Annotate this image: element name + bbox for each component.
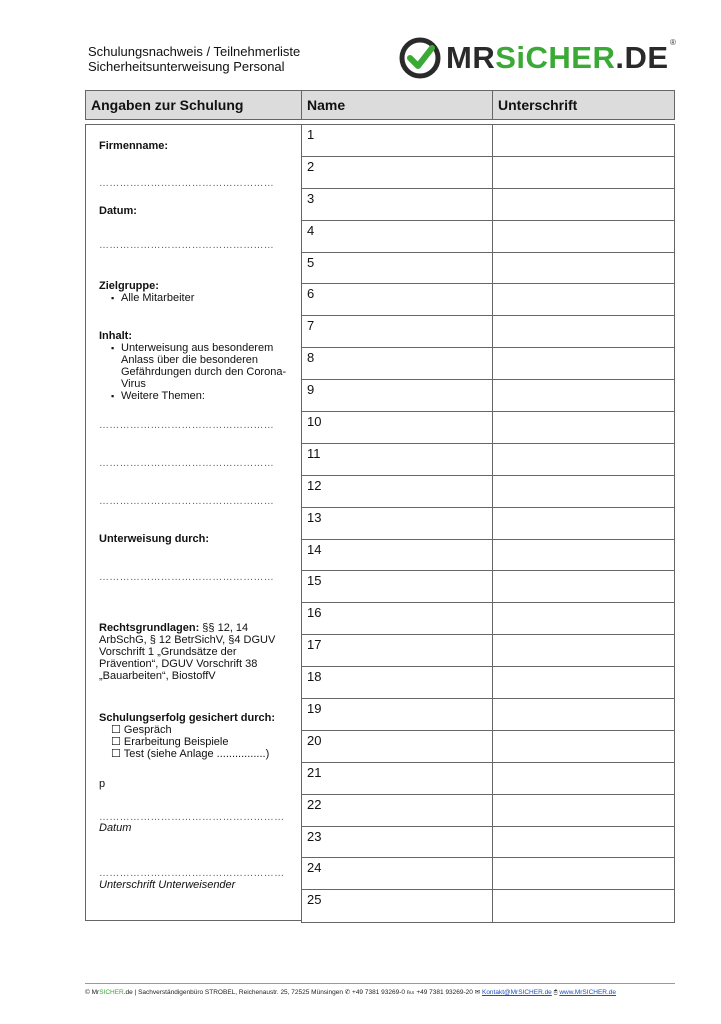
table-row	[302, 540, 674, 572]
footer-web-link[interactable]: www.MrSICHER.de	[559, 989, 617, 996]
table-row	[302, 858, 674, 890]
footer-brand: SICHER	[99, 989, 124, 996]
unterweisender-signature-label: Unterschrift Unterweisender	[99, 879, 236, 891]
signature-cell[interactable]	[493, 412, 674, 443]
table-row	[302, 348, 674, 380]
signature-cell[interactable]	[493, 348, 674, 379]
themen-field-2[interactable]: ……………………………………………	[99, 458, 275, 469]
datum-signature-line[interactable]: ………………………………………………	[99, 812, 285, 823]
signature-cell[interactable]	[493, 827, 674, 858]
footer-copyright: © Mr	[85, 989, 100, 996]
name-cell[interactable]: 15	[302, 571, 493, 602]
unterweisender-signature-line[interactable]: ………………………………………………	[99, 868, 285, 879]
name-cell[interactable]: 23	[302, 827, 493, 858]
table-row	[302, 125, 674, 157]
table-row	[302, 699, 674, 731]
table-header	[85, 90, 675, 120]
name-cell[interactable]: 20	[302, 731, 493, 762]
unterweisung-durch-field[interactable]: ……………………………………………	[99, 572, 275, 583]
document-title	[88, 44, 300, 74]
table-row	[302, 795, 674, 827]
footer	[85, 988, 685, 997]
datum-signature-label: Datum	[99, 822, 132, 834]
footer-divider	[85, 983, 675, 984]
datum-field[interactable]: ……………………………………………	[99, 240, 275, 251]
table-row	[302, 890, 674, 922]
name-cell[interactable]: 7	[302, 316, 493, 347]
signature-cell[interactable]	[493, 763, 674, 794]
checkbox-gespraech[interactable]: ☐ Gespräch	[111, 724, 172, 736]
signature-cell[interactable]	[493, 221, 674, 252]
table-row	[302, 571, 674, 603]
signature-cell[interactable]	[493, 189, 674, 220]
footer-email-link[interactable]: Kontakt@MrSICHER.de	[481, 989, 552, 996]
signature-cell[interactable]	[493, 444, 674, 475]
p-mark: p	[99, 778, 106, 790]
name-cell[interactable]: 1	[302, 125, 493, 156]
table-row	[302, 635, 674, 667]
signature-cell[interactable]	[493, 316, 674, 347]
signature-cell[interactable]	[493, 603, 674, 634]
checkbox-test[interactable]: ☐ Test (siehe Anlage ................)	[111, 748, 270, 760]
name-cell[interactable]: 17	[302, 635, 493, 666]
signature-cell[interactable]	[493, 635, 674, 666]
rechtsgrundlagen-text: §§ 12, 14 ArbSchG, § 12 BetrSichV, §4 DGUV Vorschrift 1 „Grundsätze der Prävention“, DGUV Vorschrift 38 „Bauarbeiten“, BiostoffV	[99, 622, 276, 682]
inhalt-block	[99, 330, 294, 402]
themen-field-1[interactable]: ……………………………………………	[99, 420, 275, 431]
signature-cell[interactable]	[493, 667, 674, 698]
name-cell[interactable]: 11	[302, 444, 493, 475]
name-cell[interactable]: 9	[302, 380, 493, 411]
signature-cell[interactable]	[493, 380, 674, 411]
signature-cell[interactable]	[493, 508, 674, 539]
schulungserfolg-block	[99, 712, 299, 760]
table-row	[302, 316, 674, 348]
zielgruppe-item: ▪ Alle Mitarbeiter	[113, 292, 289, 304]
mrsicher-logo	[398, 36, 678, 84]
table-row	[302, 763, 674, 795]
themen-field-3[interactable]: ……………………………………………	[99, 496, 275, 507]
name-cell[interactable]: 13	[302, 508, 493, 539]
name-cell[interactable]: 5	[302, 253, 493, 284]
header-name: Name	[302, 91, 493, 119]
name-cell[interactable]: 18	[302, 667, 493, 698]
globe-icon: 🖰	[551, 989, 560, 996]
signature-cell[interactable]	[493, 571, 674, 602]
name-cell[interactable]: 19	[302, 699, 493, 730]
zielgruppe-block	[99, 280, 289, 304]
name-cell[interactable]: 25	[302, 890, 493, 922]
footer-address: .de | Sachverständigenbüro STROBEL, Reichenaustr. 25, 72525 Münsingen ✆ +49 7381 93269-0 ℻ +49 7381 93269-20 ✉	[123, 989, 482, 996]
table-row	[302, 412, 674, 444]
table-row	[302, 603, 674, 635]
check-circle-icon	[398, 36, 442, 80]
signature-cell[interactable]	[493, 699, 674, 730]
table-row	[302, 667, 674, 699]
table-row	[302, 380, 674, 412]
table-row	[302, 827, 674, 859]
inhalt-item-corona: ▪ Unterweisung aus besonderem Anlass über die besonderen Gefährdungen durch den Corona-Virus	[113, 342, 294, 390]
table-row	[302, 189, 674, 221]
title-line-1: Schulungsnachweis / Teilnehmerliste	[88, 44, 301, 59]
zielgruppe-label: Zielgruppe:	[99, 280, 159, 292]
table-row	[302, 157, 674, 189]
signature-cell[interactable]	[493, 890, 674, 922]
inhalt-item-weitere: ▪ Weitere Themen:	[113, 390, 294, 402]
name-cell[interactable]: 6	[302, 284, 493, 315]
name-cell[interactable]: 14	[302, 540, 493, 571]
signature-cell[interactable]	[493, 157, 674, 188]
name-cell[interactable]: 24	[302, 858, 493, 889]
signature-cell[interactable]	[493, 476, 674, 507]
name-cell[interactable]: 8	[302, 348, 493, 379]
name-cell[interactable]: 10	[302, 412, 493, 443]
table-row	[302, 731, 674, 763]
firmenname-field[interactable]: ……………………………………………	[99, 178, 275, 189]
name-cell[interactable]: 4	[302, 221, 493, 252]
unterweisung-durch-label: Unterweisung durch:	[99, 533, 210, 545]
registered-mark: ®	[670, 38, 676, 47]
signature-cell[interactable]	[493, 125, 674, 156]
signature-cell[interactable]	[493, 284, 674, 315]
name-cell[interactable]: 21	[302, 763, 493, 794]
datum-label: Datum:	[99, 205, 137, 217]
table-row	[302, 444, 674, 476]
name-cell[interactable]: 3	[302, 189, 493, 220]
name-cell[interactable]: 12	[302, 476, 493, 507]
name-cell[interactable]: 2	[302, 157, 493, 188]
title-line-2: Sicherheitsunterweisung Personal	[88, 59, 285, 74]
table-row	[302, 221, 674, 253]
table-row	[302, 508, 674, 540]
participant-grid	[301, 124, 675, 923]
firmenname-label: Firmenname:	[99, 140, 169, 152]
header-info: Angaben zur Schulung	[86, 91, 302, 119]
name-cell[interactable]: 22	[302, 795, 493, 826]
rechtsgrundlagen-label: Rechtsgrundlagen:	[99, 622, 200, 634]
header-signature: Unterschrift	[498, 97, 578, 113]
signature-cell[interactable]	[493, 253, 674, 284]
signature-cell[interactable]	[493, 540, 674, 571]
signature-cell[interactable]	[493, 858, 674, 889]
signature-cell[interactable]	[493, 731, 674, 762]
name-cell[interactable]: 16	[302, 603, 493, 634]
rechtsgrundlagen	[99, 622, 289, 682]
schulungserfolg-label: Schulungserfolg gesichert durch:	[99, 712, 276, 724]
signature-cell[interactable]	[493, 795, 674, 826]
inhalt-label: Inhalt:	[99, 330, 132, 342]
table-row	[302, 253, 674, 285]
checkbox-beispiele[interactable]: ☐ Erarbeitung Beispiele	[111, 736, 229, 748]
table-row	[302, 284, 674, 316]
table-row	[302, 476, 674, 508]
logo-wordmark: MRSiCHER.DE	[446, 40, 669, 75]
